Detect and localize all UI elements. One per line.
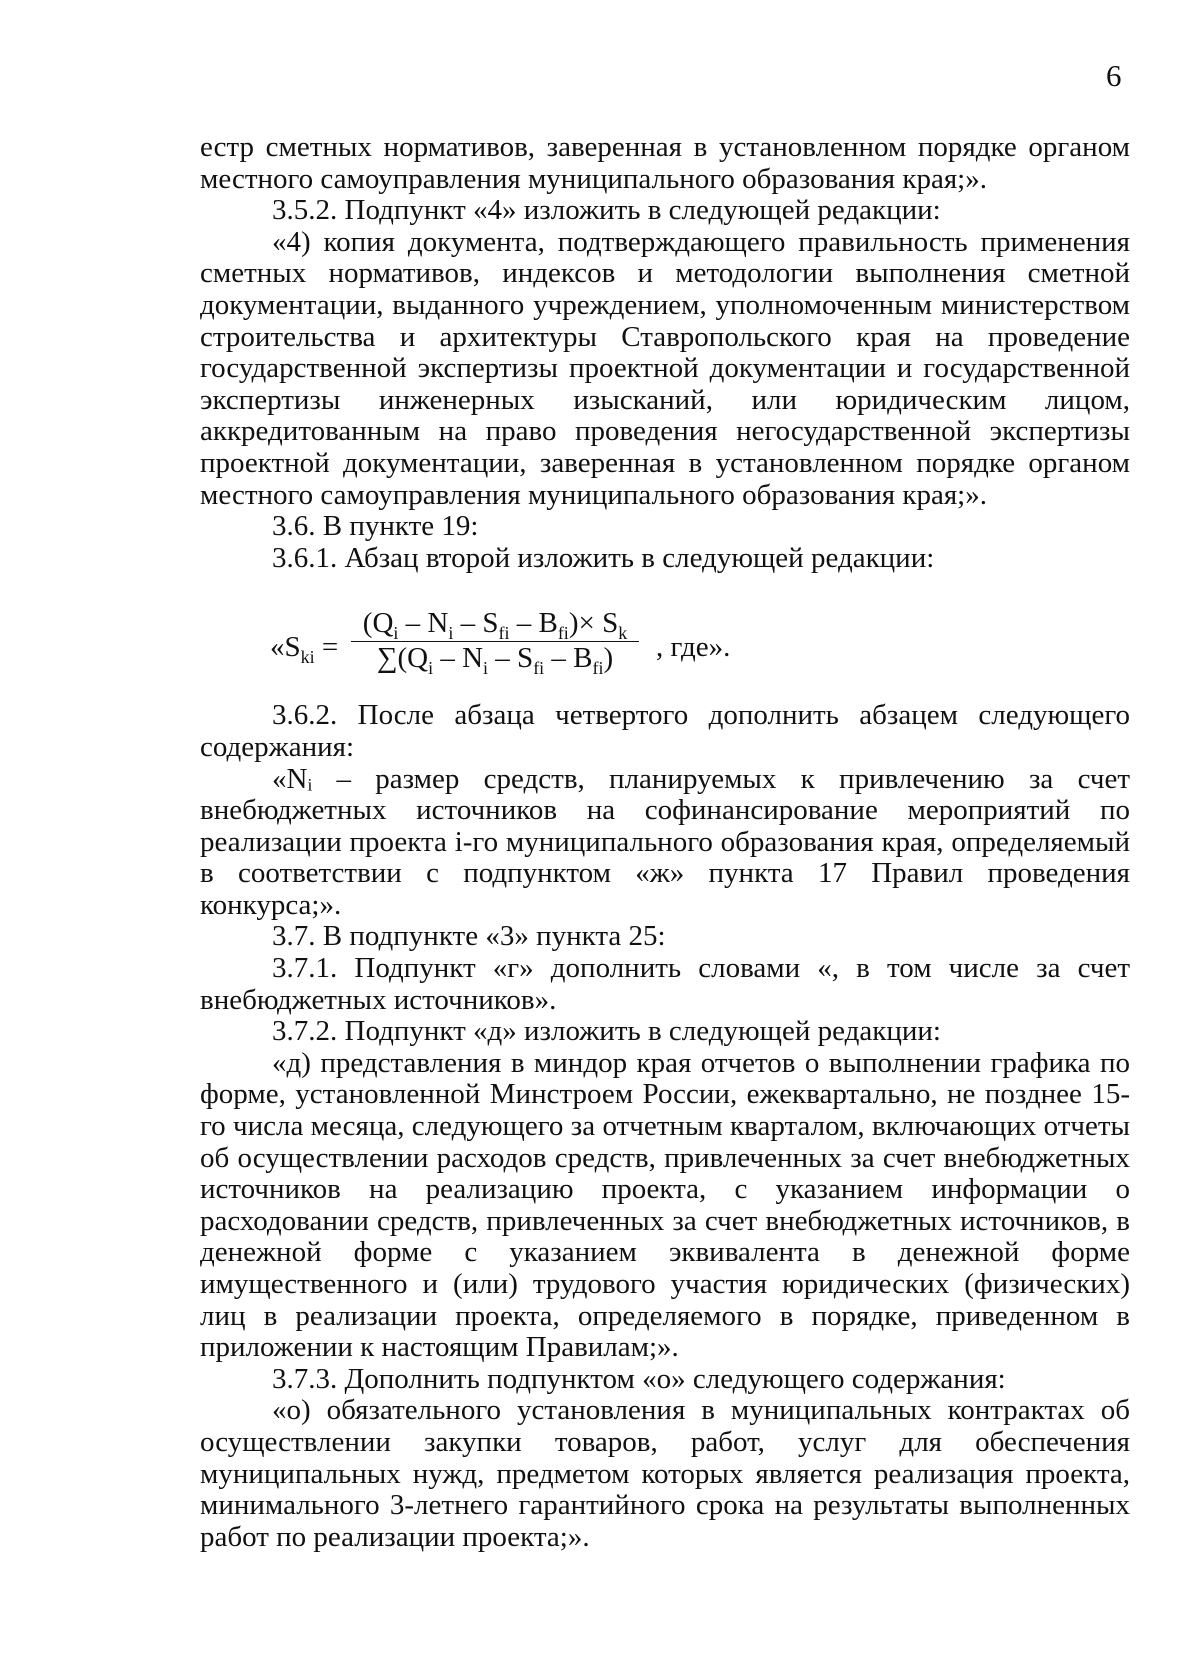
formula <box>200 590 1130 700</box>
paragraph: 3.7. В подпункте «3» пункта 25: <box>272 920 666 953</box>
formula-term: – B <box>544 641 593 674</box>
formula-term: – N <box>398 607 449 640</box>
paragraphs-top <box>200 132 1130 574</box>
paragraph: 3.7.1. Подпункт «г» дополнить словами «, в том числе за счет внебюджетных источников». <box>200 952 1130 1016</box>
formula-subscript: fi <box>592 657 604 678</box>
formula-numerator <box>351 608 639 642</box>
formula-term: ∑(Q <box>376 641 429 674</box>
formula-fraction <box>345 607 645 678</box>
formula-subscript: fi <box>533 657 545 678</box>
paragraph: «д) представления в миндор края отчетов о выполнении графика по форме, установленной Минстроем России, ежеквартально, не позднее 15-го числа месяца, следующего за отчетным кварталом, включающих отчеты об осуществлении расходов средств, привлеченных за счет внебюджетных источников на реализацию проекта, с указанием информации о расходовании средств, привлеченных за счет внебюджетных источников, в денежной форме с указанием эквивалента в денежной форме имущественного и (или) трудового участия юридических (физических) лиц в реализации проекта, определяемого в порядке, приведенном в приложении к настоящим Правилам;». <box>200 1046 1130 1364</box>
formula-denominator <box>345 641 645 678</box>
paragraph: 3.7.2. Подпункт «д» изложить в следующей редакции: <box>272 1015 941 1048</box>
formula-term: – S <box>453 607 499 640</box>
formula-term: – N <box>433 641 484 674</box>
paragraph: естр сметных нормативов, заверенная в установленном порядке органом местного самоуправления муниципального образования края;». <box>200 131 1130 195</box>
formula-term: – B <box>509 607 558 640</box>
page-number: 6 <box>1106 58 1122 93</box>
formula-subscript: fi <box>557 623 569 644</box>
paragraph: 3.5.2. Подпункт «4» изложить в следующей редакции: <box>272 194 941 227</box>
formula-term: )× S <box>568 607 619 640</box>
paragraph: «Nᵢ – размер средств, планируемых к привлечению за счет внебюджетных источников на софинансирование мероприятий по реализации проекта i-го муниципального образования края, определяемый в соответствии с подпунктом «ж» пункта 17 Правил проведения конкурса;». <box>200 762 1130 921</box>
formula-subscript: i <box>483 657 489 678</box>
formula-subscript: i <box>448 623 454 644</box>
paragraph: 3.6.1. Абзац второй изложить в следующей редакции: <box>272 541 935 574</box>
paragraph: 3.6.2. После абзаца четвертого дополнить абзацем следующего содержания: <box>200 699 1130 763</box>
formula-lead: «$S_{ki}$ = <box>270 631 339 668</box>
paragraph: 3.6. В пункте 19: <box>272 510 479 543</box>
formula-term: – S <box>488 641 534 674</box>
formula-term: (Q <box>362 607 394 640</box>
formula-subscript: i <box>428 657 434 678</box>
paragraph: «о) обязательного установления в муниципальных контрактах об осуществлении закупки товаров, работ, услуг для обеспечения муниципальных нужд, предметом которых является реализация проекта, минимального 3-летнего гарантийного срока на результаты выполненных работ по реализации проекта;». <box>200 1394 1130 1553</box>
formula-subscript: i <box>393 623 399 644</box>
document-body <box>200 132 1130 1553</box>
formula-tail: , где». <box>656 631 731 664</box>
formula-term: ) <box>603 641 614 674</box>
paragraphs-bottom <box>200 700 1130 1553</box>
formula-subscript: k <box>618 623 628 644</box>
formula-subscript: fi <box>498 623 510 644</box>
paragraph: 3.7.3. Дополнить подпунктом «о» следующего содержания: <box>272 1362 1006 1395</box>
paragraph: «4) копия документа, подтверждающего правильность применения сметных нормативов, индексов и методологии выполнения сметной документации, выданного учреждением, уполномоченным министерством строительства и архитектуры Ставропольского края на проведение государственной экспертизы проектной документации и государственной экспертизы инженерных изысканий, или юридическим лицом, аккредитованным на право проведения негосударственной экспертизы проектной документации, заверенная в установленном порядке органом местного самоуправления муниципального образования края;». <box>200 225 1130 511</box>
